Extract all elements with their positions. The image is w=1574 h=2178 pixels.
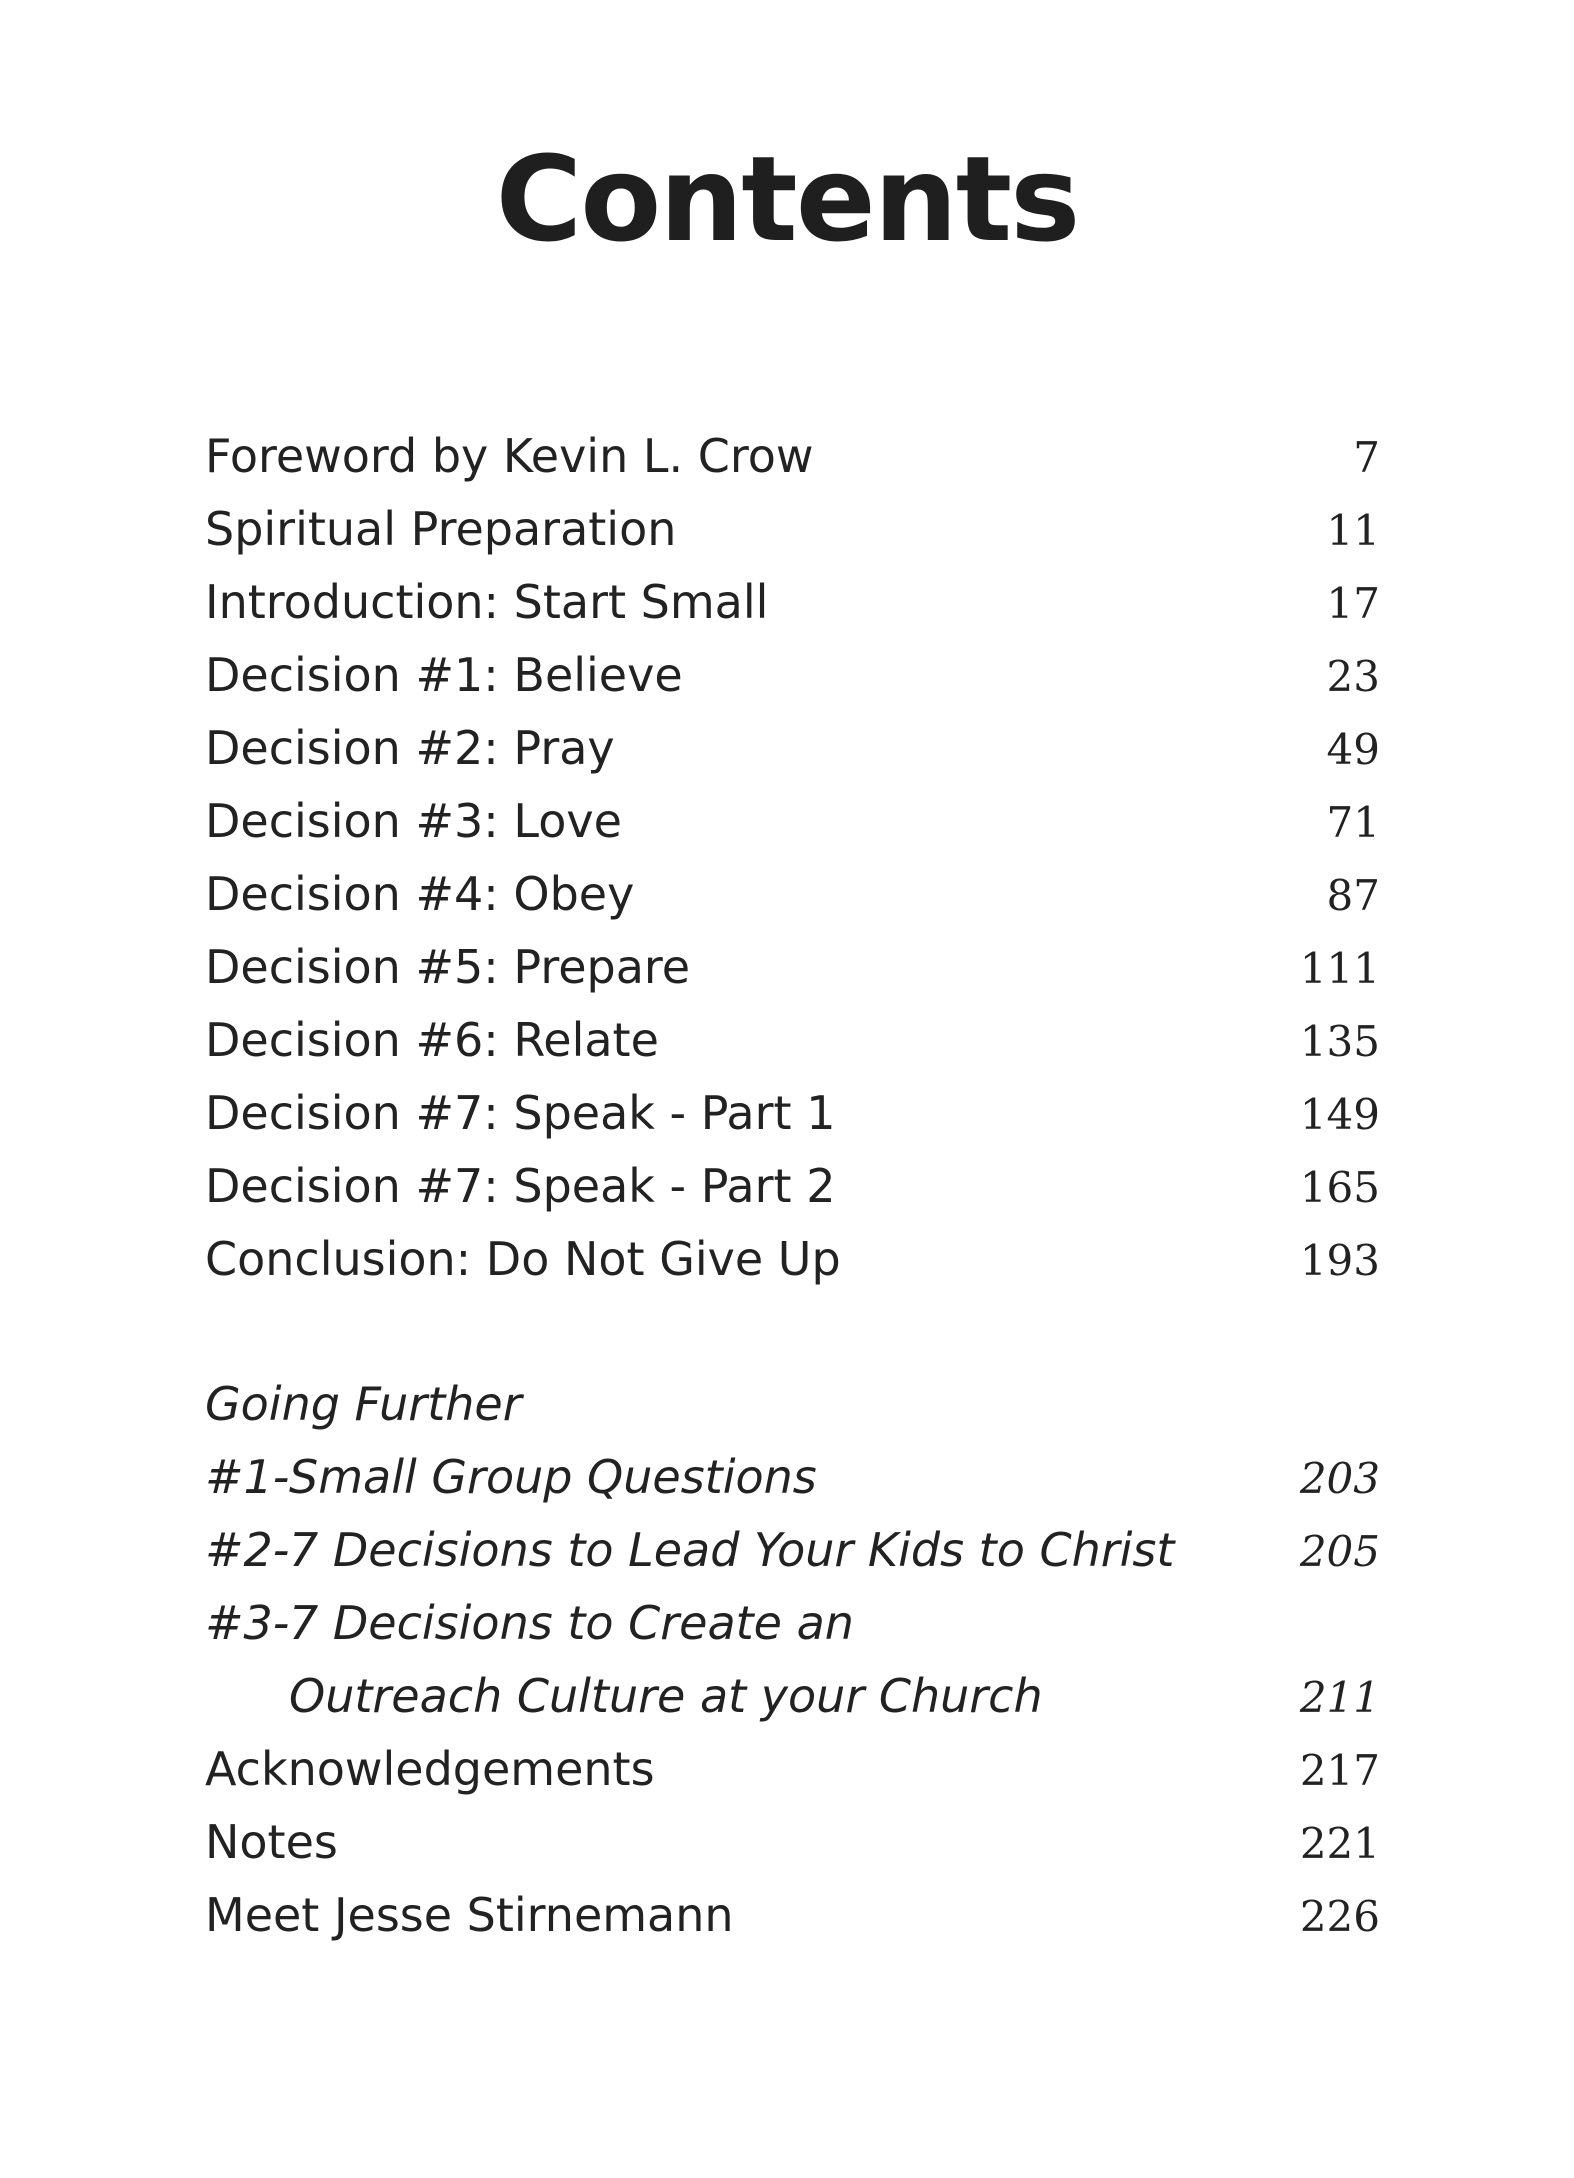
- toc-entry-page: 135: [1299, 1017, 1380, 1066]
- toc-entry-label: Decision #1: Believe: [205, 648, 683, 702]
- toc-entry-page: 17: [1326, 579, 1380, 628]
- toc-entry-label: Conclusion: Do Not Give Up: [205, 1232, 841, 1286]
- going-further-item-page: 211: [1299, 1673, 1380, 1722]
- toc-entry-label: Decision #4: Obey: [205, 867, 635, 921]
- toc-entry-label: Foreword by Kevin L. Crow: [205, 429, 814, 483]
- toc-entry[interactable]: [205, 1879, 1380, 1952]
- toc-entry[interactable]: [205, 785, 1380, 858]
- going-further-item-continuation-label: Outreach Culture at your Church: [289, 1669, 1043, 1723]
- toc-entry-page: 71: [1326, 798, 1380, 847]
- going-further-item-continuation[interactable]: [205, 1660, 1380, 1733]
- toc-entry[interactable]: [205, 1223, 1380, 1296]
- toc-entry[interactable]: [205, 566, 1380, 639]
- toc-entry-label: Introduction: Start Small: [205, 575, 769, 629]
- going-further-item[interactable]: [205, 1514, 1380, 1587]
- going-further-item[interactable]: [205, 1441, 1380, 1514]
- toc-entry-label: Decision #6: Relate: [205, 1013, 659, 1067]
- toc-entry-label: Notes: [205, 1815, 338, 1869]
- section-spacer: [205, 1296, 1380, 1368]
- toc-entry-page: 221: [1299, 1819, 1380, 1868]
- toc-entry-page: 165: [1299, 1163, 1380, 1212]
- going-further-item-page: 203: [1299, 1454, 1380, 1503]
- going-further-heading: [205, 1368, 1380, 1441]
- toc-entry[interactable]: [205, 493, 1380, 566]
- going-further-item-prefix: #2-: [205, 1523, 290, 1577]
- toc-entry[interactable]: [205, 1806, 1380, 1879]
- toc-entry[interactable]: [205, 712, 1380, 785]
- toc-entry[interactable]: [205, 1077, 1380, 1150]
- toc-entry-page: 11: [1326, 506, 1380, 555]
- toc-entry-page: 217: [1299, 1746, 1380, 1795]
- toc-entry-page: 226: [1299, 1892, 1380, 1941]
- toc-entry[interactable]: [205, 639, 1380, 712]
- going-further-item-page: 205: [1299, 1527, 1380, 1576]
- toc-entry-label: Decision #2: Pray: [205, 721, 615, 775]
- toc-entry[interactable]: [205, 931, 1380, 1004]
- toc-entry-label: Decision #7: Speak - Part 1: [205, 1086, 836, 1140]
- toc-entry-page: 87: [1326, 871, 1380, 920]
- toc-entry[interactable]: [205, 858, 1380, 931]
- going-further-item-label: [205, 1587, 854, 1660]
- toc-entry-page: 149: [1299, 1090, 1380, 1139]
- toc-entry-label: Decision #3: Love: [205, 794, 622, 848]
- toc-entry[interactable]: [205, 1150, 1380, 1223]
- going-further-item-title: Small Group Questions: [289, 1450, 817, 1504]
- toc-entry-label: Acknowledgements: [205, 1742, 655, 1796]
- toc-entry-page: 111: [1299, 944, 1380, 993]
- going-further-item-label: [205, 1514, 1174, 1587]
- toc-entry-label: Spiritual Preparation: [205, 502, 677, 556]
- going-further-heading-label: Going Further: [205, 1377, 522, 1431]
- page-title: Contents: [495, 130, 1079, 268]
- toc-entry-page: 7: [1353, 433, 1380, 482]
- toc-entry[interactable]: [205, 420, 1380, 493]
- toc-entry[interactable]: [205, 1733, 1380, 1806]
- toc-entry-label: Decision #5: Prepare: [205, 940, 691, 994]
- going-further-item-prefix: #3-: [205, 1596, 290, 1650]
- going-further-item-prefix: #1-: [205, 1450, 290, 1504]
- going-further-item-title: 7 Decisions to Lead Your Kids to Christ: [289, 1523, 1175, 1577]
- toc-entry[interactable]: [205, 1004, 1380, 1077]
- going-further-item-title: 7 Decisions to Create an: [289, 1596, 854, 1650]
- toc-entry-label: Decision #7: Speak - Part 2: [205, 1159, 836, 1213]
- toc-entry-page: 193: [1299, 1236, 1380, 1285]
- going-further-item-label: [205, 1441, 817, 1514]
- going-further-item[interactable]: [205, 1587, 1380, 1660]
- toc-entry-page: 49: [1326, 725, 1380, 774]
- toc-entry-page: 23: [1326, 652, 1380, 701]
- toc-entry-label: Meet Jesse Stirnemann: [205, 1888, 734, 1942]
- table-of-contents: [205, 420, 1380, 1952]
